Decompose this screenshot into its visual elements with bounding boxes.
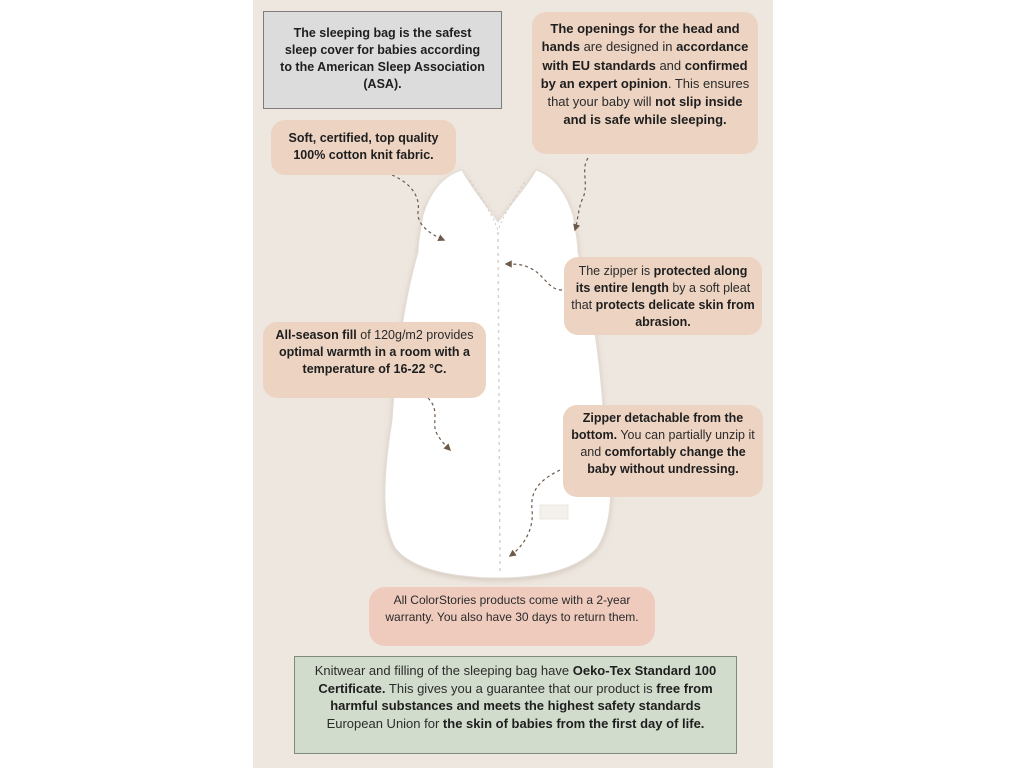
detach-box — [563, 405, 763, 497]
fill-box-text-0: All-season fill — [275, 328, 357, 342]
certificate-box-text-5: the skin of babies from the first day of life. — [442, 715, 705, 731]
openings-box-text-3: and — [655, 57, 685, 73]
openings-box — [532, 12, 758, 154]
arrow-openings — [575, 158, 588, 230]
detach-box-text-0: Zipper detachable from the bottom. — [571, 411, 744, 442]
asa-box-text-0: The sleeping bag is the safest sleep cover for babies according to the American Sleep Association (ASA). — [280, 26, 485, 91]
openings-box-text-4: confirmed by an expert opinion — [540, 57, 748, 91]
openings-box-text-6: not slip inside and is safe while sleeping. — [563, 94, 743, 128]
asa-box — [263, 11, 502, 109]
openings-box-text-1: are designed in — [579, 39, 677, 55]
certificate-box — [294, 656, 737, 754]
warranty-box-text-0: All ColorStories products come with a 2-year warranty. You also have 30 days to return them. — [385, 593, 639, 624]
fill-box — [263, 322, 486, 398]
certificate-box-text-1: Oeko-Tex Standard 100 Certificate. — [318, 663, 717, 696]
detach-box-text-2: comfortably change the baby without undressing. — [587, 445, 746, 476]
openings-box-text-2: accordance with EU standards — [542, 39, 749, 73]
detach-box-text-1: You can partially unzip it and — [580, 428, 755, 459]
certificate-box-text-4: European Union for — [326, 715, 443, 731]
fabric-box — [271, 120, 456, 175]
openings-box-text-0: The openings for the head and hands — [541, 21, 740, 55]
openings-box-text-5: . This ensures that your baby will — [547, 75, 750, 110]
fabric-box-text-0: Soft, certified, top quality 100% cotton knit fabric. — [288, 131, 439, 162]
zipper-box-text-1: protected along its entire length — [575, 264, 748, 295]
certificate-box-text-2: This gives you a guarantee that our product is — [385, 680, 657, 696]
certificate-box-text-0: Knitwear and filling of the sleeping bag have — [314, 663, 573, 678]
brand-label — [540, 505, 568, 519]
zipper-box-text-2: by a soft pleat that — [571, 281, 751, 312]
fill-box-text-1: of 120g/m2 provides — [356, 328, 474, 342]
zipper-box-text-3: protects delicate skin from abrasion. — [595, 298, 755, 329]
warranty-box — [369, 587, 655, 646]
zipper-box-text-0: The zipper is — [578, 264, 654, 278]
certificate-box-text-3: free from harmful substances and meets the highest safety standards — [330, 680, 713, 713]
zipper-box — [564, 257, 762, 335]
fill-box-text-2: optimal warmth in a room with a temperature of 16-22 °C. — [279, 345, 470, 376]
